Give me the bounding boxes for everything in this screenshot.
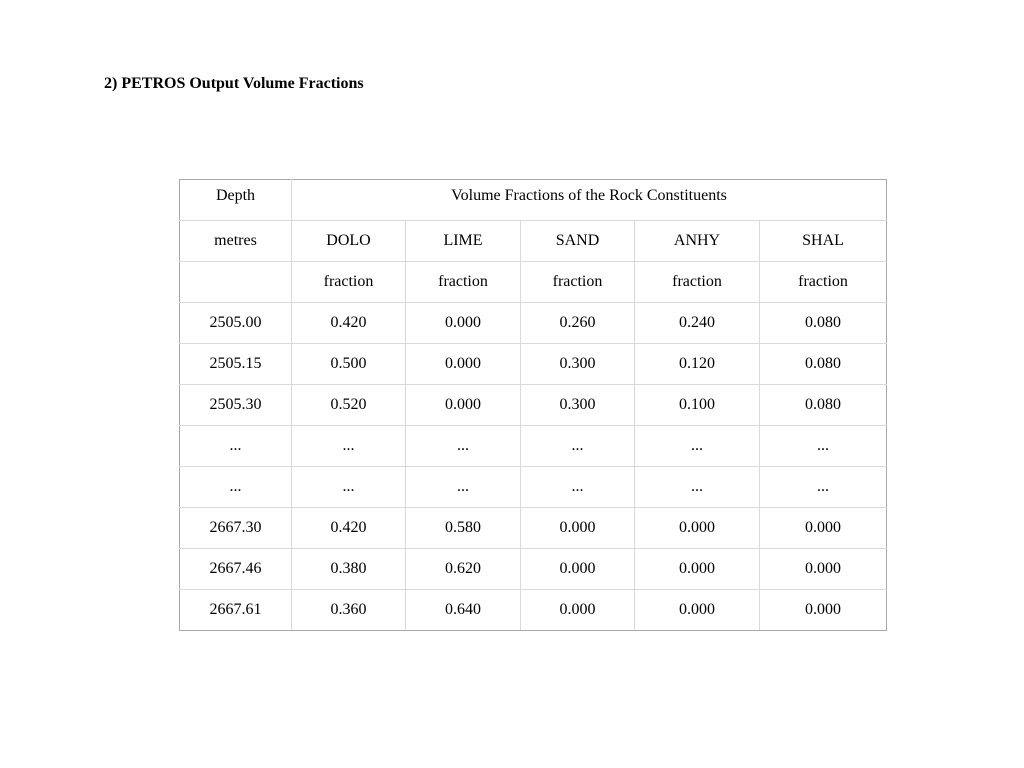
value-cell: 0.080	[760, 344, 887, 385]
constituent-header: LIME	[406, 221, 521, 262]
volume-fractions-table	[179, 179, 887, 631]
empty-unit-cell	[180, 262, 292, 303]
value-cell: 0.000	[406, 344, 521, 385]
header-row-units	[180, 262, 887, 303]
value-cell: 0.520	[292, 385, 406, 426]
depth-cell: 2667.46	[180, 549, 292, 590]
depth-header: Depth	[180, 180, 292, 221]
table-row	[180, 385, 887, 426]
value-cell: 0.080	[760, 303, 887, 344]
constituent-header: DOLO	[292, 221, 406, 262]
value-cell: 0.380	[292, 549, 406, 590]
table-row	[180, 344, 887, 385]
value-cell: 0.080	[760, 385, 887, 426]
value-cell: ...	[406, 467, 521, 508]
depth-cell: 2667.30	[180, 508, 292, 549]
depth-cell: ...	[180, 467, 292, 508]
value-cell: 0.580	[406, 508, 521, 549]
value-cell: 0.420	[292, 508, 406, 549]
value-cell: 0.000	[635, 549, 760, 590]
depth-cell: 2505.00	[180, 303, 292, 344]
value-cell: ...	[292, 426, 406, 467]
value-cell: 0.000	[635, 508, 760, 549]
value-cell: 0.620	[406, 549, 521, 590]
constituent-header: SAND	[521, 221, 635, 262]
value-cell: ...	[521, 467, 635, 508]
value-cell: 0.300	[521, 344, 635, 385]
value-cell: 0.100	[635, 385, 760, 426]
value-cell: 0.000	[406, 385, 521, 426]
value-cell: 0.000	[760, 590, 887, 631]
unit-header: fraction	[521, 262, 635, 303]
table-row	[180, 467, 887, 508]
value-cell: 0.500	[292, 344, 406, 385]
value-cell: ...	[760, 467, 887, 508]
value-cell: 0.000	[635, 590, 760, 631]
depth-unit-header: metres	[180, 221, 292, 262]
unit-header: fraction	[406, 262, 521, 303]
value-cell: ...	[760, 426, 887, 467]
value-cell: ...	[406, 426, 521, 467]
depth-cell: 2505.30	[180, 385, 292, 426]
value-cell: 0.000	[760, 549, 887, 590]
value-cell: 0.120	[635, 344, 760, 385]
constituent-header: ANHY	[635, 221, 760, 262]
unit-header: fraction	[760, 262, 887, 303]
value-cell: 0.000	[760, 508, 887, 549]
value-cell: 0.000	[406, 303, 521, 344]
value-cell: 0.000	[521, 590, 635, 631]
constituent-header: SHAL	[760, 221, 887, 262]
value-cell: ...	[635, 426, 760, 467]
value-cell: 0.300	[521, 385, 635, 426]
unit-header: fraction	[292, 262, 406, 303]
header-row-constituents	[180, 221, 887, 262]
header-row-titles	[180, 180, 887, 221]
value-cell: ...	[635, 467, 760, 508]
table-row	[180, 303, 887, 344]
value-cell: 0.420	[292, 303, 406, 344]
table-row	[180, 508, 887, 549]
depth-cell: 2505.15	[180, 344, 292, 385]
value-cell: ...	[521, 426, 635, 467]
unit-header: fraction	[635, 262, 760, 303]
value-cell: ...	[292, 467, 406, 508]
value-cell: 0.000	[521, 508, 635, 549]
depth-cell: 2667.61	[180, 590, 292, 631]
table-row	[180, 590, 887, 631]
value-cell: 0.360	[292, 590, 406, 631]
page-title: 2) PETROS Output Volume Fractions	[104, 75, 364, 92]
depth-cell: ...	[180, 426, 292, 467]
value-cell: 0.000	[521, 549, 635, 590]
value-cell: 0.640	[406, 590, 521, 631]
volume-fractions-header: Volume Fractions of the Rock Constituents	[292, 180, 887, 221]
value-cell: 0.240	[635, 303, 760, 344]
table-row	[180, 549, 887, 590]
table-row	[180, 426, 887, 467]
value-cell: 0.260	[521, 303, 635, 344]
